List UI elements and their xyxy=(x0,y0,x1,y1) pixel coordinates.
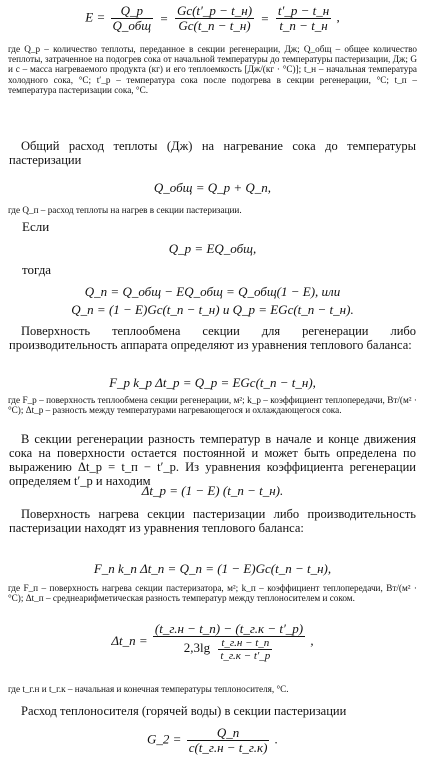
numerator: Q_п xyxy=(187,726,270,741)
numerator: Q_р xyxy=(111,4,154,19)
word-if: Если xyxy=(22,219,50,234)
equation-log-mean-difference: Δt_п = (t_г.н − t_п) − (t_г.к − t′_р) 2,3lg t_г.н − t_п t_г.к − t′_р , xyxy=(111,621,314,662)
fraction-log-argument: t_г.н − t_п t_г.к − t′_р xyxy=(220,637,271,662)
equation-qp-1: Q_п = Q_общ − EQ_общ = Q_общ(1 − E), или xyxy=(84,284,341,299)
denominator: Q_общ xyxy=(112,18,152,33)
note-symbols-4: где F_п – поверхность нагрева секции пастеризатора, м²; k_п – коэффициент теплопередачи, Вт/(м² · °С); Δt_п – среднеарифметическая разность температур между теплоносителем и соком. xyxy=(8,583,417,604)
eq-lhs: E = xyxy=(85,9,106,25)
equation-qr: Q_р = EQ_общ, xyxy=(168,241,257,256)
equation-regeneration-coefficient: E = Q_р Q_общ = Gc(t′_р − t_н) Gc(t_п − t_н) = t′_р − t_н t_п − t_н , xyxy=(85,3,340,33)
paragraph-total-heat: Общий расход теплоты (Дж) на нагревание сока до температуры пастеризации xyxy=(9,139,416,167)
fraction-q-ratio xyxy=(111,4,154,33)
note-symbols-3: где F_р – поверхность теплообмена секции регенерации, м²; k_р – коэффициент теплопередачи, Вт/(м² · °С); Δt_р – разность между температурами нагревающегося и охлаждающегося сока. xyxy=(8,395,417,416)
paragraph-regen-delta: В секции регенерации разность температур в начале и конце движения сока на поверхности остается постоянной и может быть определена по выражению Δt_р = t_п − t′_р. Из уравнения коэффициента регенерации определяем t′_р и находим xyxy=(9,432,416,488)
equation-qp-2: Q_п = (1 − E)Gc(t_п − t_н) и Q_р = EGc(t_п − t_н). xyxy=(71,302,354,317)
denominator: t_п − t_н xyxy=(279,18,328,33)
note-symbols-1: где Q_р – количество теплоты, переданное в секции регенерации, Дж; Q_общ – общее количество теплоты, затраченное на подогрев сока от начальной температуры до температуры пастеризации, Дж; G и c – масса нагреваемого продукта (кг) и его теплоемкость [Дж/(кг · °С)]; t_н – начальная температура холодного сока, °С; t′_р – температура сока после подогрева в секции регенерации, °С; t_п – температура пастеризации сока, °С. xyxy=(8,44,417,95)
numerator: (t_г.н − t_п) − (t_г.к − t′_р) xyxy=(154,621,304,636)
paragraph-regen-surface: Поверхность теплообмена секции для регенерации либо производительность аппарата определяют из уравнения теплового баланса: xyxy=(9,324,416,352)
numerator: t′_р − t_н xyxy=(277,3,330,18)
paragraph-water-consumption: Расход теплоносителя (горячей воды) в секции пастеризации xyxy=(21,704,347,718)
equation-regen-balance: F_р k_р Δt_р = Q_р = EGc(t_п − t_н), xyxy=(109,375,316,390)
note-symbols-2: где Q_п – расход теплоты на нагрев в секции пастеризации. xyxy=(8,205,242,215)
numerator: Gc(t′_р − t_н) xyxy=(176,3,253,18)
note-symbols-5: где t_г.н и t_г.к – начальная и конечная температуры теплоносителя, °С. xyxy=(8,684,289,694)
equation-water-consumption: G_2 = Q_п c(t_г.н − t_г.к) . xyxy=(147,725,278,755)
word-then: тогда xyxy=(22,262,52,277)
paragraph-past-surface: Поверхность нагрева секции пастеризации либо производительность пастеризации находят из уравнения теплового баланса: xyxy=(9,507,416,535)
fraction-log-mean xyxy=(153,622,305,662)
equation-total-heat: Q_общ = Q_р + Q_п, xyxy=(153,180,272,195)
equation-delta-r: Δt_р = (1 − E) (t_п − t_н). xyxy=(141,483,284,498)
denominator: 2,3lg t_г.н − t_п t_г.к − t′_р xyxy=(183,637,271,662)
equation-past-balance: F_п k_п Δt_п = Q_п = (1 − E)Gc(t_п − t_н), xyxy=(93,561,332,576)
fraction-water xyxy=(187,726,270,755)
fraction-gc-ratio xyxy=(175,4,254,33)
denominator: Gc(t_п − t_н) xyxy=(178,18,251,33)
fraction-temperature-ratio xyxy=(276,4,331,33)
denominator: c(t_г.н − t_г.к) xyxy=(188,740,268,755)
